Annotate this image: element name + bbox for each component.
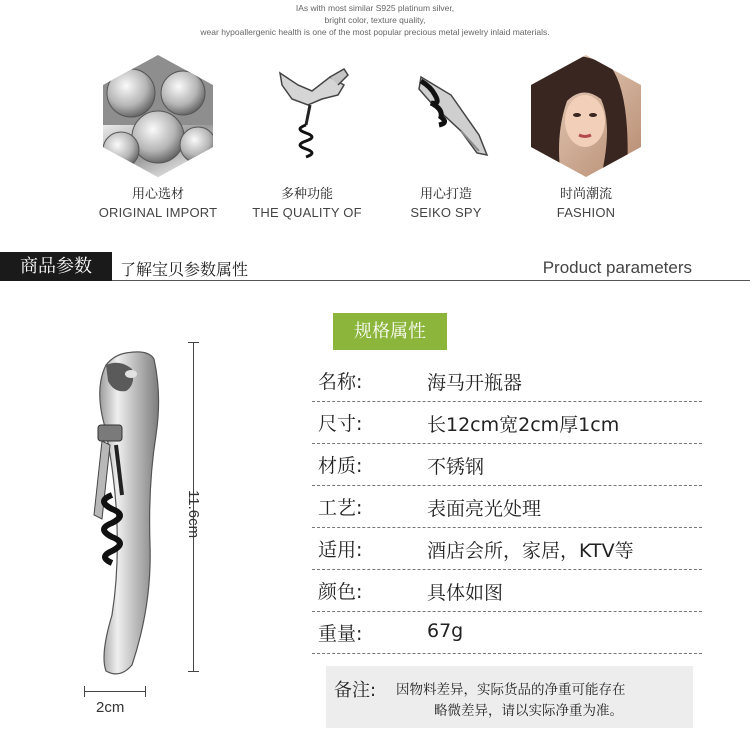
spec-table [312,360,702,654]
spec-row [312,570,702,612]
spec-row [312,444,702,486]
note-label: 备注: [334,680,377,701]
section-header [0,252,750,282]
feature-material [83,55,233,220]
spec-row [312,528,702,570]
feature-title: 多种功能 [280,187,333,202]
steel-rods-icon [103,55,213,177]
note-text [396,680,691,722]
intro-line-1: IAs with most similar S925 platinum silver, [295,3,455,13]
spec-key: 重量: [318,623,363,645]
spec-row [312,360,702,402]
intro-text [0,2,750,38]
intro-line-2: bright color, texture quality, [324,15,426,25]
intro-line-3: wear hypoallergenic health is one of the most popular precious metal jewelry inlaid materials. [200,27,550,37]
spec-value: 具体如图 [427,582,504,604]
height-dimension-label: 11.6cm [185,490,202,539]
width-dimension-line [84,691,146,692]
spec-row [312,486,702,528]
spec-key: 适用: [318,539,363,561]
spec-key: 名称: [318,371,363,393]
spec-key: 颜色: [318,581,363,603]
spec-key: 材质: [318,455,363,477]
spec-row [312,402,702,444]
feature-craft [371,55,521,220]
width-dimension-label: 2cm [96,699,125,716]
spec-key: 尺寸: [318,413,363,435]
spec-value: 长12cm宽2cm厚1cm [427,414,620,436]
feature-title: 用心选材 [131,187,184,202]
fashion-model-photo [531,55,641,177]
section-divider [0,280,750,281]
feature-title: 时尚潮流 [559,187,612,202]
spec-value: 海马开瓶器 [427,372,523,394]
spec-row [312,612,702,654]
note-line-1: 因物料差异，实际货品的净重可能存在 [396,682,626,698]
spec-value: 酒店会所，家居，KTV等 [427,540,634,562]
feature-subtitle: ORIGINAL IMPORT [98,205,218,220]
feature-fashion [511,55,661,220]
corkscrew-icon [252,55,362,177]
section-tag: 商品参数 [0,252,112,281]
spec-key: 工艺: [318,497,363,519]
spec-value: 67g [427,620,464,642]
product-image [76,345,166,689]
spec-value: 表面亮光处理 [427,498,542,520]
feature-subtitle: SEIKO SPY [410,205,482,220]
feature-subtitle: THE QUALITY OF [252,205,362,220]
note-line-2: 略微差异，请以实际净重为准。 [434,703,623,719]
section-subtitle: 了解宝贝参数属性 [120,260,249,279]
spec-header: 规格属性 [333,313,447,350]
corkscrew-closed-icon [391,55,501,177]
feature-function [232,55,382,220]
note-box [326,666,693,728]
spec-value: 不锈钢 [427,456,485,478]
feature-subtitle: FASHION [556,205,616,220]
section-english-title: Product parameters [542,258,692,277]
feature-title: 用心打造 [419,187,472,202]
